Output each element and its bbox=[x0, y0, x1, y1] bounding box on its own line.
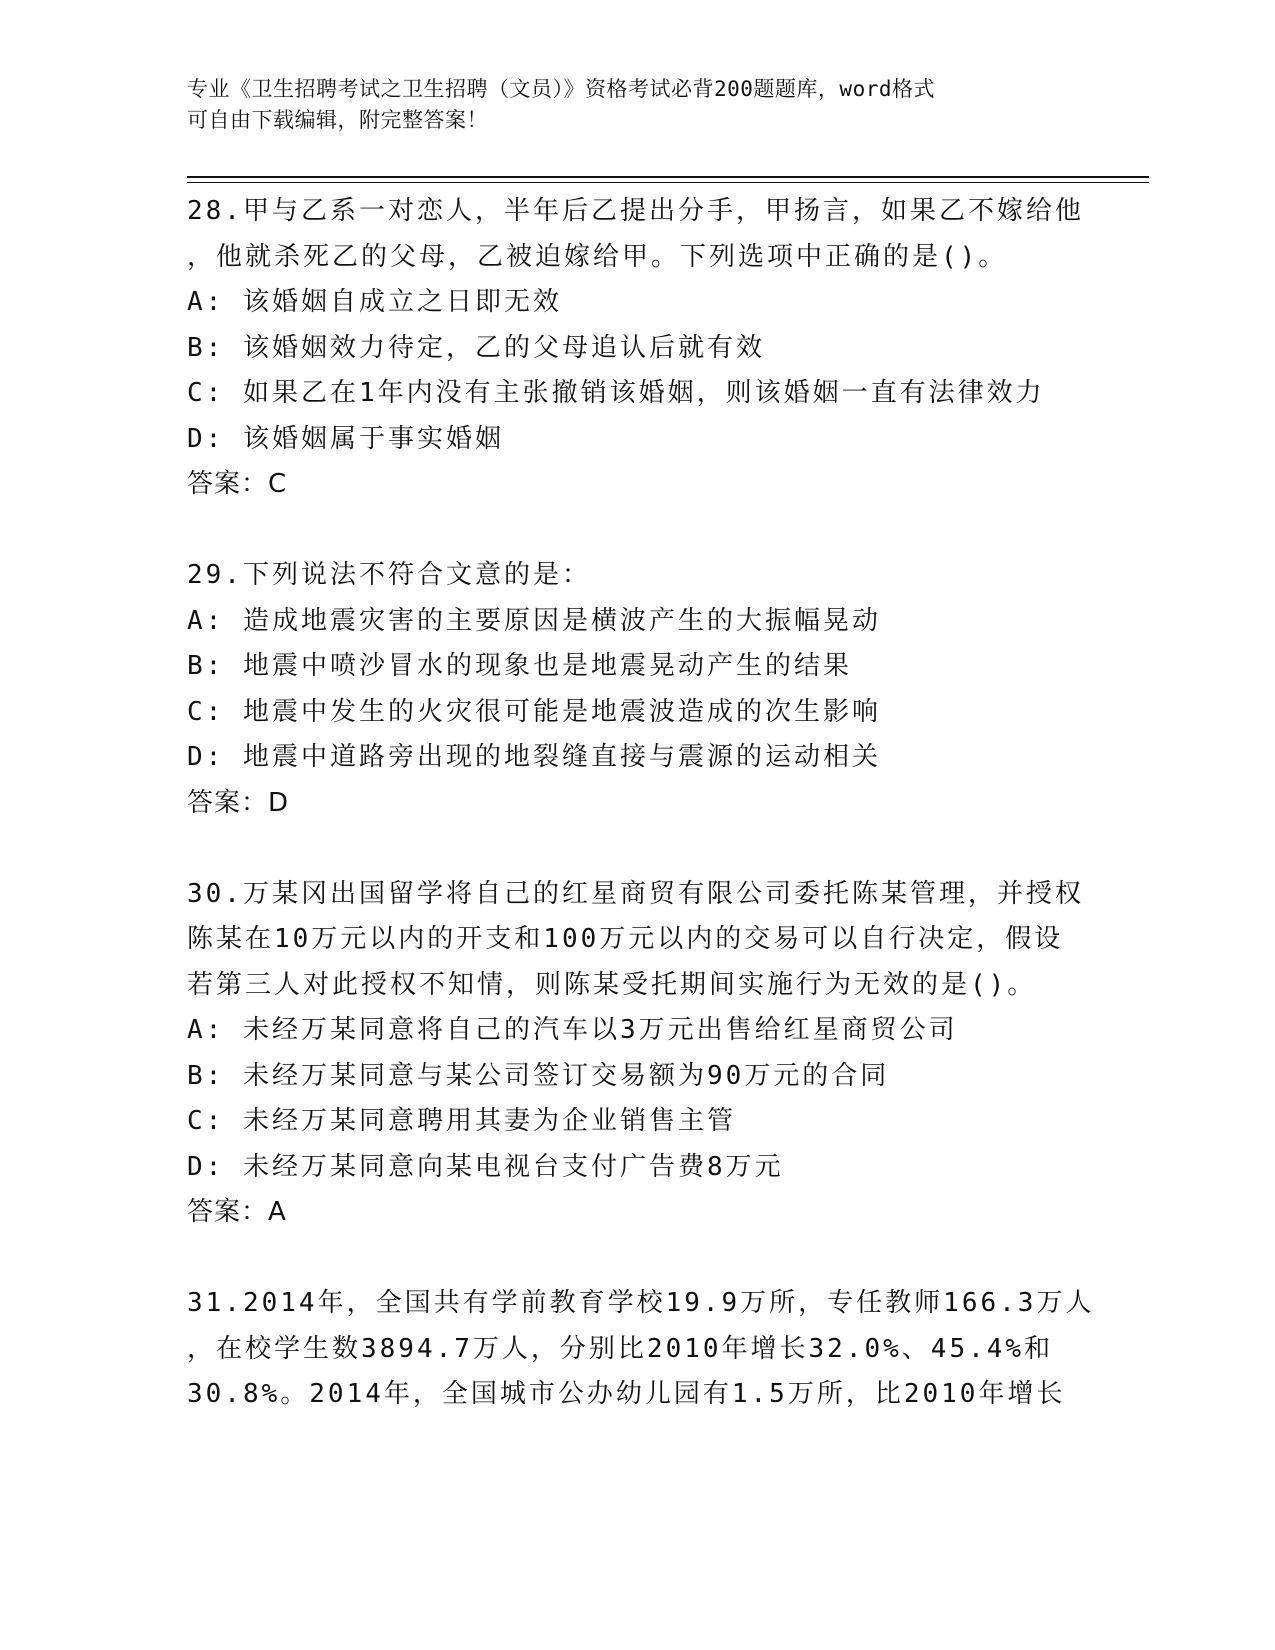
option-d: D: 未经万某同意向某电视台支付广告费8万元 bbox=[187, 1151, 784, 1182]
document-header bbox=[187, 74, 1067, 136]
option-b: B: 该婚姻效力待定，乙的父母追认后就有效 bbox=[187, 332, 765, 363]
answer-line: 答案：D bbox=[187, 787, 290, 818]
question-stem-line: 30.万某冈出国留学将自己的红星商贸有限公司委托陈某管理，并授权 bbox=[187, 878, 1084, 909]
question-spacer bbox=[187, 508, 1127, 554]
option-a: A: 未经万某同意将自己的汽车以3万元出售给红星商贸公司 bbox=[187, 1015, 958, 1045]
option-b: B: 未经万某同意与某公司签订交易额为90万元的合同 bbox=[187, 1060, 890, 1091]
option-c: C: 未经万某同意聘用其妻为企业销售主管 bbox=[187, 1106, 736, 1136]
header-line-2: 可自由下载编辑，附完整答案！ bbox=[187, 108, 488, 132]
option-c: C: 地震中发生的火灾很可能是地震波造成的次生影响 bbox=[187, 696, 881, 727]
header-line-1: 专业《卫生招聘考试之卫生招聘（文员）》资格考试必背200题题库，word格式 bbox=[187, 77, 935, 101]
answer-line: 答案：C bbox=[187, 469, 288, 499]
header-divider-thick bbox=[187, 176, 1149, 178]
question-stem-line: 29.下列说法不符合文意的是： bbox=[187, 560, 591, 590]
question-spacer bbox=[187, 826, 1127, 872]
option-d: D: 地震中道路旁出现的地裂缝直接与震源的运动相关 bbox=[187, 742, 881, 772]
question-28 bbox=[187, 189, 1127, 508]
question-30 bbox=[187, 872, 1127, 1236]
question-stem-line: 28.甲与乙系一对恋人，半年后乙提出分手，甲扬言，如果乙不嫁给他 bbox=[187, 196, 1084, 226]
header-divider-thin bbox=[187, 182, 1149, 183]
question-spacer bbox=[187, 1236, 1127, 1282]
question-29 bbox=[187, 553, 1127, 826]
question-stem-line: ，他就杀死乙的父母，乙被迫嫁给甲。下列选项中正确的是()。 bbox=[187, 241, 1008, 272]
option-a: A: 造成地震灾害的主要原因是横波产生的大振幅晃动 bbox=[187, 605, 881, 636]
option-a: A: 该婚姻自成立之日即无效 bbox=[187, 287, 562, 317]
option-b: B: 地震中喷沙冒水的现象也是地震晃动产生的结果 bbox=[187, 651, 852, 681]
question-stem-line: 30.8%。2014年，全国城市公办幼儿园有1.5万所，比2010年增长 bbox=[187, 1379, 1066, 1409]
question-31 bbox=[187, 1281, 1127, 1418]
option-c: C: 如果乙在1年内没有主张撤销该婚姻，则该婚姻一直有法律效力 bbox=[187, 378, 1045, 408]
question-stem-line: 31.2014年，全国共有学前教育学校19.9万所，专任教师166.3万人 bbox=[187, 1288, 1095, 1318]
question-stem-line: ，在校学生数3894.7万人，分别比2010年增长32.0%、45.4%和 bbox=[187, 1333, 1054, 1364]
option-d: D: 该婚姻属于事实婚姻 bbox=[187, 423, 504, 454]
question-stem-line: 若第三人对此授权不知情，则陈某受托期间实施行为无效的是()。 bbox=[187, 969, 1037, 1000]
answer-line: 答案：A bbox=[187, 1197, 287, 1227]
question-list bbox=[187, 189, 1127, 1418]
question-stem-line: 陈某在10万元以内的开支和100万元以内的交易可以自行决定，假设 bbox=[187, 924, 1064, 954]
